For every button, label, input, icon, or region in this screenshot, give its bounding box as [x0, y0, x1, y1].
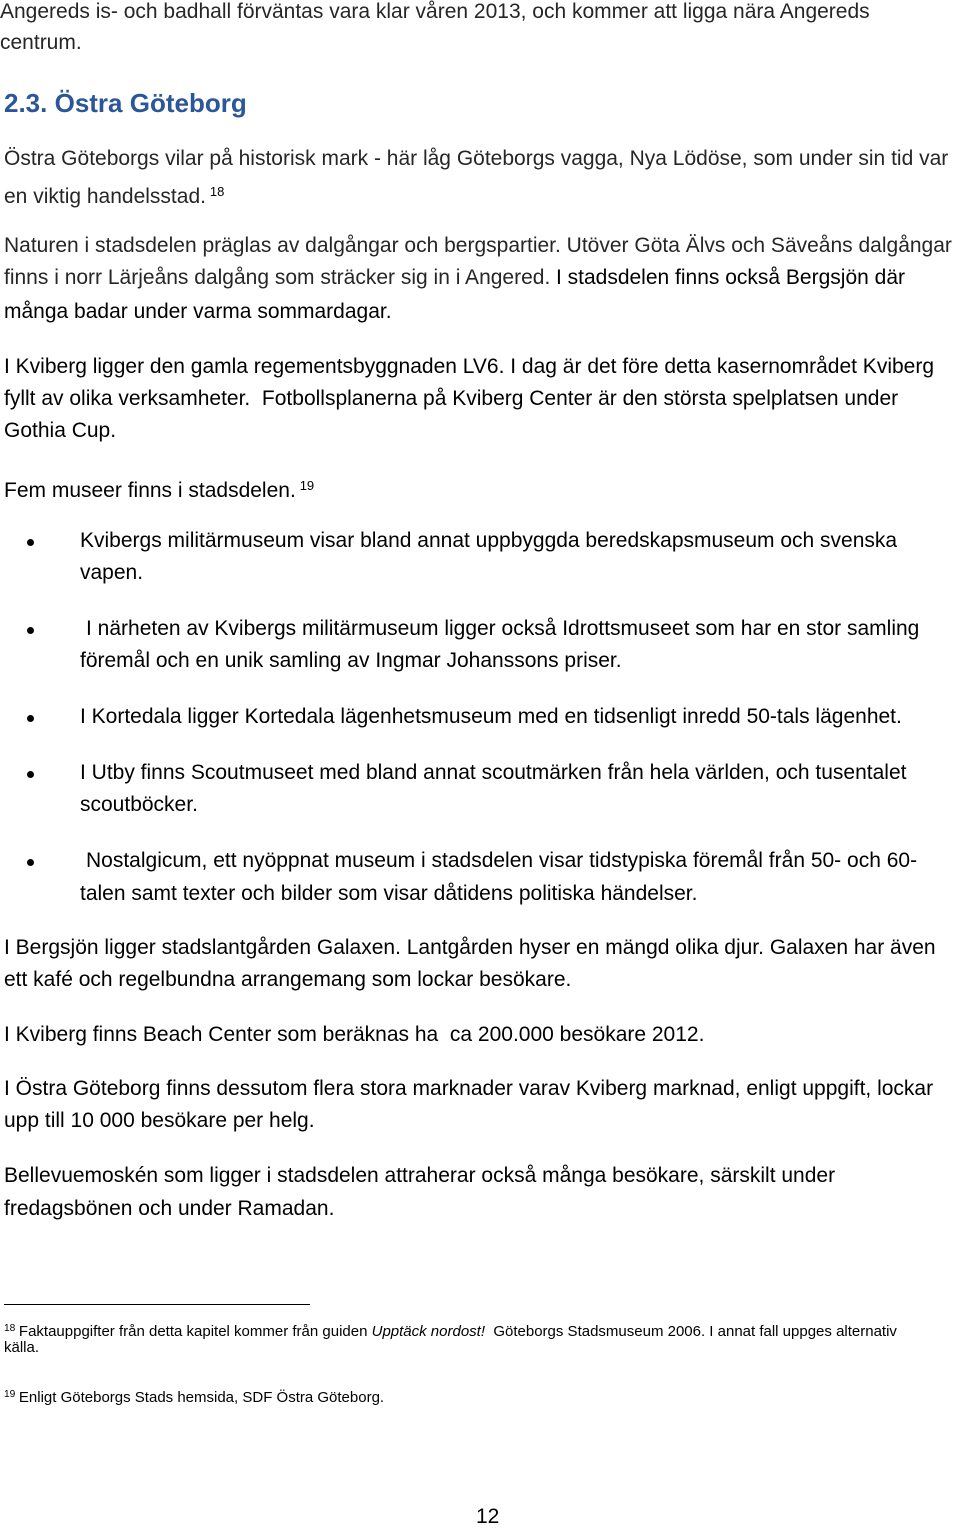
- history-line: [4, 180, 224, 209]
- list-item-line: vapen.: [80, 561, 144, 584]
- page-number: 12: [476, 1505, 500, 1528]
- bullet-icon: [27, 771, 34, 778]
- list-item-line: I närheten av Kvibergs militärmuseum ligger också Idrottsmuseet som har en stor samling: [86, 617, 920, 640]
- footnote-text: Enligt Göteborgs Stads hemsida, SDF Östra Göteborg.: [18, 1389, 385, 1407]
- list-item-line: I Kortedala ligger Kortedala lägenhetsmuseum med en tidsenligt inredd 50-tals lägenhet.: [80, 705, 902, 728]
- footnote-number: 19: [4, 1389, 16, 1400]
- mosque-line: Bellevuemoskén som ligger i stadsdelen attraherar också många besökare, särskilt under: [4, 1164, 836, 1187]
- mosque-line: fredagsbönen och under Ramadan.: [4, 1197, 335, 1220]
- museums-intro: [4, 474, 314, 503]
- footnote-reference: 19: [299, 478, 315, 493]
- history-line-text: en viktig handelsstad.: [4, 185, 206, 209]
- list-item-line: föremål och en unik samling av Ingmar Johanssons priser.: [80, 649, 622, 672]
- bergsjon-line: I Bergsjön ligger stadslantgården Galaxen. Lantgården hyser en mängd olika djur. Galaxen har även: [4, 936, 936, 959]
- nature-line: många badar under varma sommardagar.: [4, 300, 392, 323]
- footnote-reference: 18: [209, 184, 225, 199]
- nature-line: Naturen i stadsdelen präglas av dalgångar och bergspartier. Utöver Göta Älvs och Säveåns dalgångar: [4, 234, 952, 257]
- history-line: Östra Göteborgs vilar på historisk mark - här låg Göteborgs vagga, Nya Lödöse, som under sin tid var: [4, 147, 949, 170]
- list-item-line: Kvibergs militärmuseum visar bland annat uppbyggda beredskapsmuseum och svenska: [80, 529, 898, 552]
- list-item-line: scoutböcker.: [80, 793, 198, 816]
- bergsjon-sentence: I stadsdelen finns också Bergsjön där: [555, 266, 905, 289]
- kviberg-line: fyllt av olika verksamheter. Fotbollsplanerna på Kviberg Center är den största spelplatsen under: [4, 387, 899, 410]
- museums-intro-text: Fem museer finns i stadsdelen.: [4, 479, 296, 503]
- section-heading: 2.3. Östra Göteborg: [4, 88, 247, 118]
- list-item-line: I Utby finns Scoutmuseet med bland annat scoutmärken från hela världen, och tusentalet: [80, 761, 907, 784]
- kviberg-line: Gothia Cup.: [4, 419, 117, 442]
- intro-line: Angereds is- och badhall förväntas vara klar våren 2013, och kommer att ligga nära Angereds: [0, 0, 870, 23]
- markets-line: I Östra Göteborg finns dessutom flera stora marknader varav Kviberg marknad, enligt uppgift, lockar: [4, 1077, 934, 1100]
- bullet-icon: [27, 627, 34, 634]
- footnote-continuation: källa.: [4, 1339, 40, 1356]
- footnote-text: Faktauppgifter från detta kapitel kommer från guiden: [18, 1323, 372, 1341]
- list-item-line: talen samt texter och bilder som visar dåtidens politiska händelser.: [80, 882, 698, 905]
- bullet-icon: [27, 715, 34, 722]
- footnote-text: Göteborgs Stadsmuseum 2006. I annat fall uppges alternativ: [485, 1323, 897, 1341]
- nature-line: [4, 266, 905, 290]
- kviberg-line: I Kviberg ligger den gamla regementsbyggnaden LV6. I dag är det före detta kasernområdet Kviberg: [4, 355, 935, 378]
- footnote: [4, 1319, 897, 1342]
- list-item-line: Nostalgicum, ett nyöppnat museum i stadsdelen visar tidstypiska föremål från 50- och 60-: [86, 849, 918, 872]
- footnote-separator: [4, 1304, 310, 1305]
- bullet-icon: [27, 859, 34, 866]
- beach-line: I Kviberg finns Beach Center som beräknas ha ca 200.000 besökare 2012.: [4, 1023, 705, 1046]
- footnote-title: Upptäck nordost!: [371, 1323, 486, 1341]
- bergsjon-line: ett kafé och regelbundna arrangemang som lockar besökare.: [4, 968, 572, 991]
- markets-line: upp till 10 000 besökare per helg.: [4, 1109, 315, 1132]
- nature-sentence: finns i norr Lärjeåns dalgång som sträcker sig in i Angered.: [4, 266, 551, 289]
- bullet-icon: [27, 539, 34, 546]
- footnote: [4, 1385, 384, 1408]
- footnote-number: 18: [4, 1323, 16, 1334]
- intro-line: centrum.: [0, 31, 82, 54]
